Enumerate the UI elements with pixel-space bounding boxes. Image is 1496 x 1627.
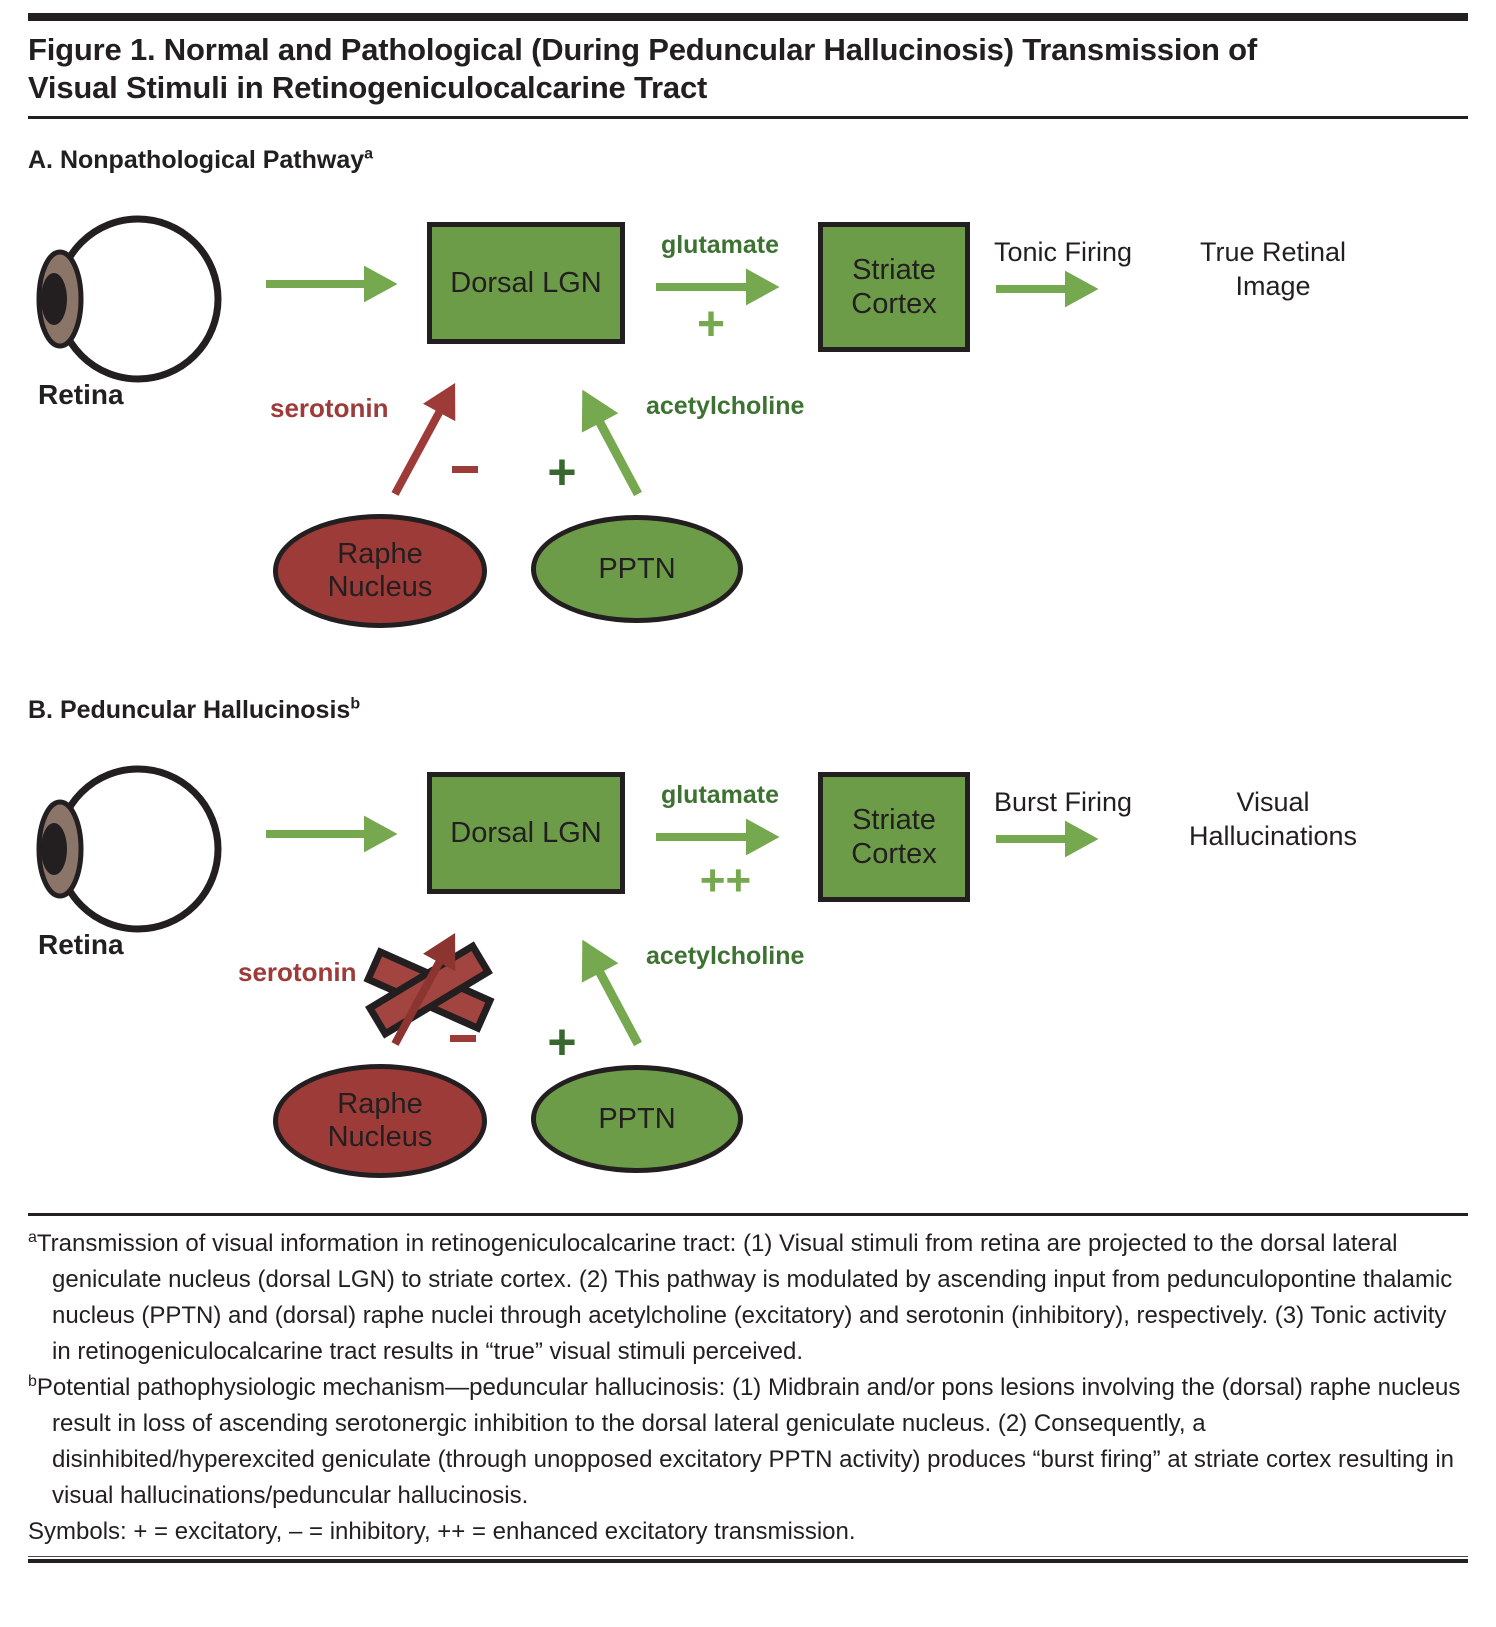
lgn-to-cortex-arrow (652, 274, 784, 300)
striate-cortex-label-line1: Striate (852, 254, 936, 286)
pupil-shape (41, 823, 67, 875)
dorsal-lgn-label: Dorsal LGN (450, 817, 602, 849)
panel-a-heading-superscript: a (364, 145, 374, 163)
dorsal-lgn-box (427, 772, 625, 894)
acetylcholine-arrow (573, 919, 673, 1059)
percept-label-line2: Image (1235, 271, 1311, 301)
footnote-b-marker: b (28, 1373, 37, 1390)
acetylcholine-sign: + (547, 444, 577, 500)
retina-label: Retina (38, 929, 124, 960)
footnote-divider (28, 1213, 1468, 1216)
pupil-shape (41, 273, 67, 325)
panel-a-diagram (28, 189, 1468, 639)
acetylcholine-sign: + (547, 1014, 577, 1070)
serotonin-label: serotonin (238, 957, 357, 987)
pptn-label: PPTN (598, 552, 676, 585)
striate-cortex-box (818, 222, 970, 352)
striate-cortex-label-line2: Cortex (851, 288, 937, 320)
footnotes (28, 1226, 1468, 1550)
retina-to-lgn-arrow (262, 821, 402, 847)
panel-b-heading-superscript: b (350, 695, 361, 713)
percept-label (1128, 785, 1418, 853)
glutamate-sign: + (696, 298, 726, 351)
glutamate-label: glutamate (660, 781, 780, 809)
serotonin-arrow (378, 369, 498, 509)
pptn-ellipse (531, 515, 743, 623)
footnote-b-text: Potential pathophysiologic mechanism—peduncular hallucinosis: (1) Midbrain and/or pons lesions involving the (dorsal) raphe nucleus result in loss of ascending serotonergic inhibition to the dorsal lateral geniculate nucleus. (2) Consequently, a disinhibited/hyperexcited geniculate (through unopposed excitatory PPTN activity) produces “burst firing” at striate cortex resulting in visual hallucinations/peduncular hallucinosis. (36, 1374, 1461, 1509)
striate-cortex-label-line2: Cortex (851, 838, 937, 870)
glutamate-label: glutamate (660, 231, 780, 259)
serotonin-inhibitory-sign (452, 466, 478, 473)
raphe-label-line1: Raphe (337, 538, 423, 570)
panel-a-heading (28, 145, 1468, 175)
glutamate-sign: ++ (699, 856, 752, 905)
raphe-label-line2: Nucleus (327, 1121, 433, 1153)
cortex-to-percept-arrow (993, 276, 1103, 302)
acetylcholine-arrow (573, 369, 673, 509)
lgn-to-cortex-arrow (652, 824, 784, 850)
raphe-label-line1: Raphe (337, 1088, 423, 1120)
footnote-a-marker: a (28, 1229, 37, 1246)
bottom-rule-thin (28, 1556, 1468, 1557)
percept-label-line2: Hallucinations (1188, 821, 1358, 851)
panel-b-diagram (28, 739, 1468, 1189)
panel-a-heading-text: A. Nonpathological Pathway (28, 146, 365, 174)
percept-label (1128, 235, 1418, 303)
raphe-nucleus-ellipse (273, 514, 487, 628)
serotonin-label: serotonin (270, 393, 389, 423)
retina-to-lgn-arrow (262, 271, 402, 297)
acetylcholine-label: acetylcholine (646, 392, 805, 420)
serotonin-inhibitory-sign (450, 1035, 476, 1042)
percept-label-line1: Visual (1236, 787, 1310, 817)
firing-label: Burst Firing (993, 787, 1133, 817)
panel-b-heading-text: B. Peduncular Hallucinosis (28, 696, 351, 724)
footnote-b (28, 1370, 1468, 1514)
footnote-a-text: Transmission of visual information in retinogeniculocalcarine tract: (1) Visual stimuli from retina are projected to the dorsal lateral geniculate nucleus (dorsal LGN) to striate cortex. (2) This pathway is modulated by ascending input from pedunculopontine thalamic nucleus (PPTN) and (dorsal) raphe nuclei through acetylcholine (excitatory) and serotonin (inhibitory), respectively. (3) Tonic activity in retinogeniculocalcarine tract results in “true” visual stimuli perceived. (36, 1230, 1453, 1365)
firing-label: Tonic Firing (993, 237, 1133, 267)
pptn-ellipse (531, 1065, 743, 1173)
symbols-legend: Symbols: + = excitatory, – = inhibitory, ++ = enhanced excitatory transmission. (28, 1518, 856, 1545)
title-divider (28, 116, 1468, 119)
panel-b-heading (28, 695, 1468, 725)
striate-cortex-label-line1: Striate (852, 804, 936, 836)
footnote-a (28, 1226, 1468, 1370)
striate-cortex-box (818, 772, 970, 902)
pptn-label: PPTN (598, 1102, 676, 1135)
raphe-nucleus-ellipse (273, 1064, 487, 1178)
bottom-rule-thick (28, 1559, 1468, 1563)
cortex-to-percept-arrow (993, 826, 1103, 852)
raphe-label-line2: Nucleus (327, 571, 433, 603)
figure-title: Figure 1. Normal and Pathological (During Peduncular Hallucinosis) Transmission of Visual Stimuli in Retinogeniculocalcarine Tract (28, 32, 1257, 105)
acetylcholine-label: acetylcholine (646, 942, 805, 970)
eye-illustration (42, 753, 242, 943)
percept-label-line1: True Retinal (1199, 237, 1347, 267)
dorsal-lgn-box (427, 222, 625, 344)
dorsal-lgn-label: Dorsal LGN (450, 267, 602, 299)
top-rule (28, 13, 1468, 21)
serotonin-arrow (378, 919, 498, 1059)
eye-illustration (42, 203, 242, 393)
retina-label: Retina (38, 379, 124, 410)
